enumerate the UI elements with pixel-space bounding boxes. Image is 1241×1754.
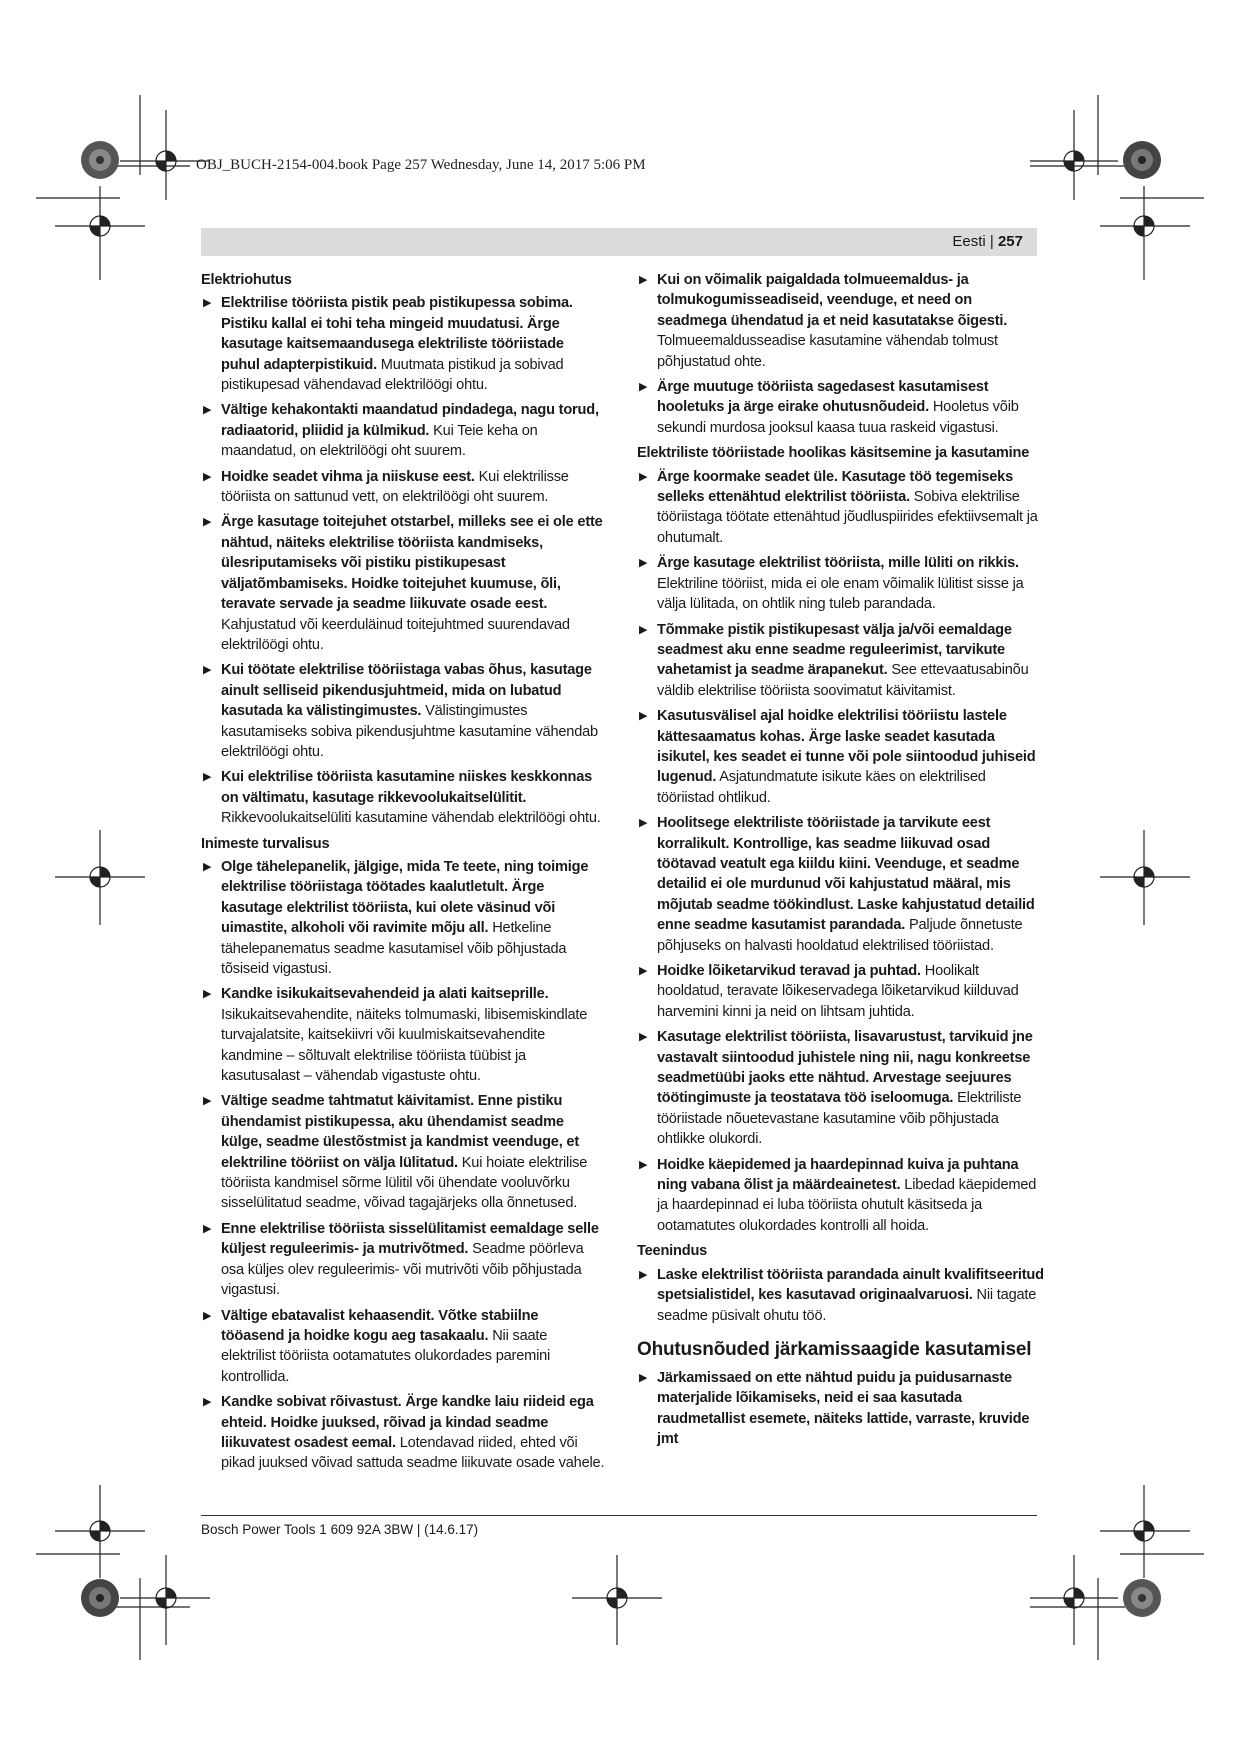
- item-emphasis: Vältige ebatavalist kehaasendit. Võtke stabiilne tööasend ja hoidke kogu aeg tasakaalu.: [221, 1307, 539, 1344]
- page-header: [201, 228, 1037, 256]
- bullet-arrow-icon: ▶: [639, 623, 648, 636]
- item-emphasis: Hoidke seadet vihma ja niiskuse eest.: [221, 468, 475, 485]
- item-text: Tolmueemaldusseadise kasutamine vähendab tolmust põhjustatud ohte.: [657, 333, 998, 370]
- list-item: [637, 813, 1045, 956]
- list-item: [201, 1392, 605, 1474]
- bullet-arrow-icon: ▶: [639, 1031, 648, 1044]
- list-item: [637, 270, 1045, 372]
- bullet-arrow-icon: ▶: [203, 297, 212, 310]
- section-heading: Inimeste turvalisus: [201, 835, 330, 852]
- print-slug: OBJ_BUCH-2154-004.book Page 257 Wednesday, June 14, 2017 5:06 PM: [196, 157, 646, 173]
- item-emphasis: Vältige kehakontakti maandatud pindadega, nagu torud, radiaatorid, pliidid ja külmikud.: [221, 402, 599, 439]
- bullet-arrow-icon: ▶: [203, 860, 212, 873]
- list-item: [201, 400, 605, 461]
- list-item: [201, 293, 605, 395]
- item-text: Rikkevoolukaitselüliti kasutamine vähendab elektrilöögi ohtu.: [221, 810, 601, 827]
- header-separator: |: [989, 233, 994, 250]
- list-item: [637, 706, 1045, 808]
- item-text: Hooletus võib sekundi murdosa jooksul kaasa tuua raskeid vigastusi.: [657, 399, 1019, 436]
- bullet-arrow-icon: ▶: [203, 1222, 212, 1235]
- bullet-arrow-icon: ▶: [203, 404, 212, 417]
- item-text: Välistingimustes kasutamiseks sobiva pikendusjuhtme kasutamine vähendab elektrilöögi ohtu.: [221, 703, 598, 760]
- right-column: [637, 270, 1045, 1455]
- bullet-arrow-icon: ▶: [203, 470, 212, 483]
- item-emphasis: Kasutage elektrilist tööriista, lisavarustust, tarvikuid jne vastavalt siintoodud juhistele ning nii, nagu konkreetse seadmetüübi jaoks ette nähtud. Arvestage seejuures töötingimuste ja teostatava töö iseloomuga.: [657, 1029, 1033, 1107]
- item-text: Muutmata pistikud ja sobivad pistikupesad vähendavad elektrilöögi ohtu.: [221, 356, 564, 394]
- item-emphasis: Ärge muutuge tööriista sagedasest kasutamisest hooletuks ja ärge eirake ohutusnõudeid.: [657, 379, 989, 416]
- footer-rule: [201, 1515, 1037, 1516]
- bullet-arrow-icon: ▶: [203, 1396, 212, 1409]
- item-emphasis: Ärge kasutage toitejuhet otstarbel, milleks see ei ole ette nähtud, näiteks elektrilise tööriista kandmiseks, ülesriputamiseks või pistiku pistikupesast väljatõmbamiseks. Hoidke toitejuhet kuumuse, õli, teravate servade ja seadme liikuvate osade eest.: [221, 514, 603, 613]
- item-text: Asjatundmatute isikute käes on elektrilised tööriistad ohtlikud.: [657, 769, 986, 806]
- item-text: Nii tagate seadme püsivalt ohutu töö.: [657, 1287, 1037, 1324]
- bullet-arrow-icon: ▶: [639, 381, 648, 394]
- bullet-arrow-icon: ▶: [639, 274, 648, 286]
- bullet-arrow-icon: ▶: [639, 470, 648, 483]
- list-item: [637, 377, 1045, 438]
- header-language: Eesti: [952, 233, 986, 250]
- list-item: [637, 1155, 1045, 1237]
- item-text: Paljude õnnetuste põhjuseks on halvasti hooldatud elektrilised tööriistad.: [657, 917, 1023, 954]
- item-emphasis: Hoidke käepidemed ja haardepinnad kuiva ja puhtana ning vabana õlist ja määrdeainetest.: [657, 1156, 1019, 1194]
- item-emphasis: Enne elektrilise tööriista sisselülitamist eemaldage selle küljest reguleerimis- ja mutrivõtmed.: [221, 1220, 599, 1258]
- item-text: Nii saate elektrilist tööriista ootamatutes olukordades paremini kontrollida.: [221, 1327, 551, 1385]
- left-column: [201, 270, 605, 1479]
- bullet-arrow-icon: ▶: [203, 1309, 212, 1322]
- item-emphasis: Ärge kasutage elektrilist tööriista, mille lüliti on rikkis.: [657, 555, 1019, 572]
- list-item: [201, 660, 605, 762]
- item-emphasis: Ärge koormake seadet üle. Kasutage töö tegemiseks selleks ettenähtud elektrilist tööriista.: [657, 468, 1013, 506]
- item-text: Elektriline tööriist, mida ei ole enam võimalik lülitist sisse ja välja lülitada, on ohtlik ning tuleb parandada.: [657, 575, 1024, 613]
- item-emphasis: Kui elektrilise tööriista kasutamine niiskes keskkonnas on vältimatu, kasutage rikkevoolukaitselülitit.: [221, 769, 593, 806]
- list-item: [637, 961, 1045, 1022]
- item-text: Sobiva elektrilise tööriistaga töötate ettenähtud jõudluspiirides efektiivsemalt ja ohutumalt.: [657, 489, 1038, 546]
- item-emphasis: Olge tähelepanelik, jälgige, mida Te teete, ning toimige elektrilise tööriistaga töötades kaalutletult. Ärge kasutage elektrilist tööriista, kui olete väsinud või uimastite, alkoholi või ravimite mõju all.: [221, 858, 589, 937]
- list-item: [201, 767, 605, 828]
- bullet-arrow-icon: ▶: [639, 817, 648, 830]
- item-text: Lotendavad riided, ehted või pikad juuksed võivad sattuda seadme liikuvate osade vahele.: [221, 1434, 605, 1472]
- footer-text: Bosch Power Tools 1 609 92A 3BW | (14.6.17): [201, 1522, 479, 1537]
- item-text: Hoolikalt hooldatud, teravate lõikeservadega lõiketarvikud kiilduvad harvemini kinni ja neid on lihtsam juhtida.: [657, 963, 1019, 1020]
- item-text: Hetkeline tähelepanematus seadme kasutamisel võib põhjustada tõsiseid vigastusi.: [221, 920, 567, 977]
- list-item: [637, 553, 1045, 614]
- section-heading: Elektriliste tööriistade hoolikas käsitsemine ja kasutamine: [637, 445, 1030, 462]
- list-item: [201, 467, 605, 508]
- bullet-arrow-icon: ▶: [203, 1095, 212, 1108]
- item-emphasis: Kandke sobivat rõivastust. Ärge kandke laiu riideid ega ehteid. Hoidke juuksed, rõivad ja kindad seadme liikuvatest osadest eemal.: [221, 1394, 594, 1451]
- list-item: [201, 1306, 605, 1388]
- list-item: [201, 857, 605, 979]
- bullet-arrow-icon: ▶: [203, 664, 212, 677]
- item-emphasis: Tõmmake pistik pistikupesast välja ja/või eemaldage seadmest aku enne seadme reguleerimist, tarvikute vahetamist ja seadme ärapanekut.: [657, 621, 1012, 679]
- item-emphasis: Kasutusvälisel ajal hoidke elektrilisi tööriistu lastele kättesaamatus kohas. Ärge laske seadet kasutada isikutel, kes seadet ei tunne või pole siintoodud juhiseid lugenud.: [657, 708, 1036, 786]
- list-item: [201, 512, 605, 655]
- bullet-arrow-icon: ▶: [639, 965, 648, 977]
- section-subtitle: Ohutusnõuded järkamissaagide kasutamisel: [637, 1338, 1032, 1360]
- item-emphasis: Kui on võimalik paigaldada tolmueemaldus- ja tolmukogumisseadiseid, veenduge, et need on seadmega ühendatud ja et neid kasutatakse õigesti.: [657, 272, 1008, 329]
- item-text: Kui Teie keha on maandatud, on elektrilöögi oht suurem.: [221, 422, 538, 460]
- bullet-arrow-icon: ▶: [639, 1268, 648, 1281]
- item-text: See ettevaatusabinõu väldib elektrilise tööriista soovimatut käivitamist.: [657, 662, 1029, 699]
- item-emphasis: Laske elektrilist tööriista parandada ainult kvalifitseeritud spetsialistidel, kes kasutavad originaalvaruosi.: [657, 1266, 1044, 1304]
- bullet-arrow-icon: ▶: [203, 771, 212, 784]
- item-emphasis: Kandke isikukaitsevahendeid ja alati kaitseprille.: [221, 986, 549, 1003]
- list-item: [201, 1091, 605, 1213]
- page-number: 257: [997, 233, 1023, 250]
- list-item: [201, 984, 605, 1086]
- item-text: Kui elektrilisse tööriista on sattunud vett, on elektrilöögi oht suurem.: [221, 468, 569, 506]
- header-language-page: [952, 233, 1023, 250]
- list-item: [637, 1265, 1045, 1326]
- item-text: Libedad käepidemed ja haardepinnad ei luba tööriista ohutult käsitseda ja ootamatutes olukordades kontrolli all hoida.: [657, 1177, 1037, 1234]
- bullet-arrow-icon: ▶: [639, 1158, 648, 1171]
- item-emphasis: Kui töötate elektrilise tööriistaga vabas õhus, kasutage ainult selliseid pikendusjuhtmeid, mida on lubatud kasutada ka välistingimustes.: [221, 662, 592, 720]
- bullet-arrow-icon: ▶: [639, 557, 648, 570]
- section-heading: Teenindus: [637, 1243, 708, 1260]
- bullet-arrow-icon: ▶: [203, 516, 212, 529]
- item-text: Seadme pöörleva osa küljes olev reguleerimis- või mutrivõti võib põhjustada vigastusi.: [221, 1241, 584, 1299]
- list-item: [637, 467, 1045, 549]
- bullet-arrow-icon: ▶: [203, 988, 212, 1001]
- item-text: Kui hoiate elektrilise tööriista kandmisel sõrme lülitil või ühendate vooluvõrku sisselülitatud seadme, võivad tagajärjeks olla õnnetused.: [221, 1154, 588, 1212]
- bullet-arrow-icon: ▶: [639, 710, 648, 723]
- list-item: [637, 620, 1045, 702]
- item-emphasis: Elektrilise tööriista pistik peab pistikupessa sobima. Pistiku kallal ei tohi teha mingeid muudatusi. Ärge kasutage kaitsemaandusega elektriliste tööriistade puhul adapterpistikuid.: [221, 295, 573, 373]
- list-item: [637, 1368, 1045, 1450]
- item-emphasis: Järkamissaed on ette nähtud puidu ja puidusarnaste materjalide lõikamiseks, neid ei saa kasutada raudmetallist esemete, näiteks lattide, varraste, kruvide jmt: [657, 1369, 1030, 1448]
- item-emphasis: Hoidke lõiketarvikud teravad ja puhtad.: [657, 963, 921, 979]
- item-text: Kahjustatud või keerduläinud toitejuhtmed suurendavad elektrilöögi ohtu.: [221, 616, 570, 653]
- item-emphasis: Vältige seadme tahtmatut käivitamist. Enne pistiku ühendamist pistikupessa, aku ühendamist seadme külge, seadme ülestõstmist ja kandmist veenduge, et elektriline tööriist on välja lülitatud.: [221, 1093, 580, 1171]
- item-text: Elektriliste tööriistade nõuetevastane kasutamine võib põhjustada ohtlikke olukordi.: [657, 1090, 1022, 1148]
- bullet-arrow-icon: ▶: [639, 1371, 648, 1384]
- list-item: [201, 1219, 605, 1301]
- list-item: [637, 1027, 1045, 1149]
- item-text: Isikukaitsevahendite, näiteks tolmumaski, libisemiskindlate turvajalatsite, kaitsekiivri või kuulmiskaitsevahendite kandmine – sõltuvalt elektrilise tööriista tüübist ja kasutusalast – vähendab vigastuste ohtu.: [221, 1006, 588, 1085]
- section-heading: Elektriohutus: [201, 272, 292, 288]
- item-emphasis: Hoolitsege elektriliste tööriistade ja tarvikute eest korralikult. Kontrollige, kas seadme liikuvad osad töötavad veatult ega kiildu kiini. Veenduge, et seadme detailid ei ole murdunud või kahjustatud määral, mis mõjutab seadme töökindlust. Laske kahjustatud detailid enne seadme kasutamist parandada.: [657, 815, 1035, 934]
